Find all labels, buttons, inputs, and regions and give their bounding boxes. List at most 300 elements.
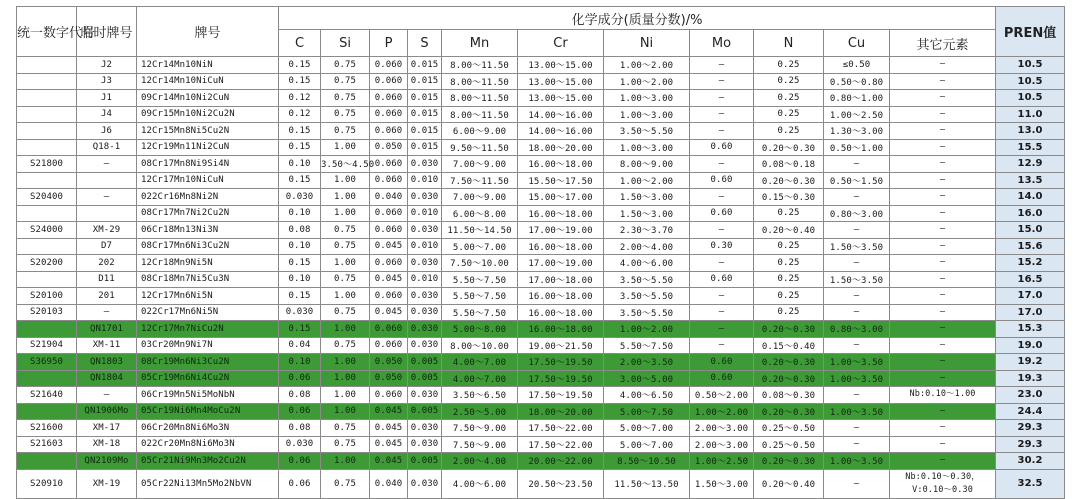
cell-cu: 1.50～3.50	[824, 271, 890, 288]
cell-cu: 1.30～3.00	[824, 123, 890, 140]
cell-pren: 10.5	[996, 90, 1065, 107]
cell-mo: —	[690, 255, 754, 272]
cell-mo: —	[690, 304, 754, 321]
cell-mn: 5.50～7.50	[442, 304, 518, 321]
cell-mo: 0.60	[690, 139, 754, 156]
cell-pren: 16.5	[996, 271, 1065, 288]
cell-mo: —	[690, 106, 754, 123]
cell-cr: 17.00～19.00	[518, 222, 604, 239]
cell-temp-code: J3	[77, 73, 137, 90]
cell-unified-code: S20910	[17, 469, 77, 498]
table-row	[17, 139, 1065, 156]
cell-c: 0.10	[279, 205, 321, 222]
cell-p: 0.050	[370, 370, 408, 387]
cell-mn: 4.00～6.00	[442, 469, 518, 498]
cell-temp-code: —	[77, 189, 137, 206]
cell-temp-code: XM-18	[77, 436, 137, 453]
cell-cu: 1.00～3.50	[824, 370, 890, 387]
cell-unified-code: S36950	[17, 354, 77, 371]
cell-cr: 17.50～19.50	[518, 370, 604, 387]
cell-other: —	[890, 205, 996, 222]
table-row	[17, 354, 1065, 371]
cell-grade: 08Cr17Mn7Ni2Cu2N	[137, 205, 279, 222]
cell-s: 0.015	[408, 123, 442, 140]
cell-n: 0.20～0.30	[754, 453, 824, 470]
cell-ni: 1.00～2.00	[604, 172, 690, 189]
cell-other: —	[890, 337, 996, 354]
cell-si: 0.75	[321, 222, 370, 239]
cell-grade: 08Cr18Mn7Ni5Cu3N	[137, 271, 279, 288]
cell-temp-code: QN1701	[77, 321, 137, 338]
cell-ni: 11.50～13.50	[604, 469, 690, 498]
cell-si: 0.75	[321, 304, 370, 321]
cell-p: 0.060	[370, 321, 408, 338]
cell-pren: 16.0	[996, 205, 1065, 222]
cell-s: 0.015	[408, 106, 442, 123]
cell-temp-code: 201	[77, 288, 137, 305]
cell-c: 0.08	[279, 222, 321, 239]
cell-mn: 5.50～7.50	[442, 288, 518, 305]
cell-c: 0.04	[279, 337, 321, 354]
cell-unified-code: S21600	[17, 420, 77, 437]
cell-c: 0.06	[279, 469, 321, 498]
cell-other: Nb:0.10～0.30，V:0.10～0.30	[890, 469, 996, 498]
cell-p: 0.045	[370, 453, 408, 470]
cell-pren: 13.0	[996, 123, 1065, 140]
cell-si: 0.75	[321, 271, 370, 288]
cell-c: 0.15	[279, 288, 321, 305]
cell-unified-code	[17, 57, 77, 74]
cell-c: 0.15	[279, 172, 321, 189]
cell-s: 0.010	[408, 271, 442, 288]
cell-p: 0.050	[370, 354, 408, 371]
cell-unified-code	[17, 453, 77, 470]
header-element-n: N	[754, 30, 824, 57]
cell-ni: 1.00～2.00	[604, 321, 690, 338]
cell-c: 0.15	[279, 123, 321, 140]
cell-cu: —	[824, 156, 890, 173]
cell-cr: 13.00～15.00	[518, 73, 604, 90]
cell-pren: 10.5	[996, 57, 1065, 74]
cell-unified-code	[17, 403, 77, 420]
cell-pren: 19.0	[996, 337, 1065, 354]
cell-si: 1.00	[321, 321, 370, 338]
cell-other: —	[890, 354, 996, 371]
cell-cu: 1.00～3.50	[824, 453, 890, 470]
cell-n: 0.25	[754, 106, 824, 123]
cell-si: 0.75	[321, 73, 370, 90]
cell-mn: 8.00～11.50	[442, 73, 518, 90]
cell-si: 0.75	[321, 57, 370, 74]
cell-c: 0.08	[279, 387, 321, 404]
cell-cr: 17.00～18.00	[518, 271, 604, 288]
cell-s: 0.030	[408, 288, 442, 305]
cell-n: 0.15～0.40	[754, 337, 824, 354]
cell-temp-code: XM-17	[77, 420, 137, 437]
cell-grade: 06Cr20Mn8Ni6Mo3N	[137, 420, 279, 437]
table-row	[17, 271, 1065, 288]
cell-s: 0.030	[408, 321, 442, 338]
cell-ni: 3.50～5.50	[604, 288, 690, 305]
cell-s: 0.030	[408, 304, 442, 321]
cell-mo: 1.00～2.00	[690, 403, 754, 420]
cell-p: 0.040	[370, 189, 408, 206]
cell-mn: 5.00～7.00	[442, 238, 518, 255]
cell-ni: 3.50～5.50	[604, 304, 690, 321]
cell-temp-code: QN1803	[77, 354, 137, 371]
cell-mn: 5.00～8.00	[442, 321, 518, 338]
cell-n: 0.25	[754, 271, 824, 288]
cell-s: 0.030	[408, 387, 442, 404]
cell-p: 0.060	[370, 73, 408, 90]
cell-other: —	[890, 73, 996, 90]
cell-mn: 5.50～7.50	[442, 271, 518, 288]
cell-s: 0.030	[408, 222, 442, 239]
cell-cr: 16.00～18.00	[518, 238, 604, 255]
cell-c: 0.10	[279, 238, 321, 255]
cell-temp-code: Q18-1	[77, 139, 137, 156]
cell-si: 0.75	[321, 420, 370, 437]
cell-cr: 14.00～16.00	[518, 123, 604, 140]
cell-other: —	[890, 403, 996, 420]
cell-p: 0.045	[370, 403, 408, 420]
cell-pren: 32.5	[996, 469, 1065, 498]
cell-c: 0.12	[279, 90, 321, 107]
cell-mo: 1.50～3.00	[690, 469, 754, 498]
cell-n: 0.20～0.30	[754, 321, 824, 338]
cell-pren: 19.3	[996, 370, 1065, 387]
header-element-cu: Cu	[824, 30, 890, 57]
cell-s: 0.005	[408, 354, 442, 371]
cell-n: 0.08～0.18	[754, 156, 824, 173]
cell-c: 0.15	[279, 321, 321, 338]
cell-unified-code: S20400	[17, 189, 77, 206]
cell-p: 0.045	[370, 238, 408, 255]
cell-temp-code: —	[77, 387, 137, 404]
cell-cu: 1.00～3.50	[824, 354, 890, 371]
cell-pren: 12.9	[996, 156, 1065, 173]
table-row	[17, 189, 1065, 206]
cell-cr: 16.00～18.00	[518, 156, 604, 173]
header-element-si: Si	[321, 30, 370, 57]
cell-other: —	[890, 156, 996, 173]
cell-mn: 6.00～8.00	[442, 205, 518, 222]
cell-si: 1.00	[321, 255, 370, 272]
cell-s: 0.015	[408, 73, 442, 90]
cell-unified-code: S21603	[17, 436, 77, 453]
header-composition: 化学成分(质量分数)/%	[279, 7, 996, 30]
cell-mn: 7.50～9.00	[442, 420, 518, 437]
cell-cu: —	[824, 189, 890, 206]
cell-cr: 17.50～22.00	[518, 436, 604, 453]
cell-temp-code: XM-11	[77, 337, 137, 354]
cell-ni: 1.00～3.00	[604, 106, 690, 123]
cell-p: 0.060	[370, 337, 408, 354]
cell-si: 0.75	[321, 436, 370, 453]
cell-cu: —	[824, 288, 890, 305]
cell-other: —	[890, 436, 996, 453]
cell-ni: 1.00～2.00	[604, 57, 690, 74]
cell-ni: 1.00～3.00	[604, 90, 690, 107]
cell-s: 0.010	[408, 172, 442, 189]
cell-si: 0.75	[321, 123, 370, 140]
cell-c: 0.030	[279, 189, 321, 206]
cell-s: 0.015	[408, 90, 442, 107]
cell-mn: 7.00～9.00	[442, 156, 518, 173]
cell-p: 0.045	[370, 304, 408, 321]
cell-other: —	[890, 139, 996, 156]
cell-n: 0.08～0.30	[754, 387, 824, 404]
cell-cr: 15.00～17.00	[518, 189, 604, 206]
cell-cr: 17.00～19.00	[518, 255, 604, 272]
cell-cu: —	[824, 337, 890, 354]
cell-n: 0.20～0.30	[754, 354, 824, 371]
table-row	[17, 123, 1065, 140]
cell-n: 0.20～0.30	[754, 172, 824, 189]
cell-s: 0.015	[408, 139, 442, 156]
cell-cr: 17.50～22.00	[518, 420, 604, 437]
cell-mo: 0.60	[690, 172, 754, 189]
cell-ni: 8.00～9.00	[604, 156, 690, 173]
cell-cr: 20.50～23.50	[518, 469, 604, 498]
cell-unified-code	[17, 205, 77, 222]
cell-n: 0.25～0.50	[754, 436, 824, 453]
cell-mn: 3.50～6.50	[442, 387, 518, 404]
cell-n: 0.20～0.40	[754, 469, 824, 498]
cell-si: 1.00	[321, 205, 370, 222]
cell-other: —	[890, 304, 996, 321]
table-row	[17, 420, 1065, 437]
cell-grade: 09Cr15Mn10Ni2Cu2N	[137, 106, 279, 123]
cell-cu: 0.50～1.50	[824, 172, 890, 189]
cell-cu: —	[824, 387, 890, 404]
table-row	[17, 403, 1065, 420]
cell-unified-code: S24000	[17, 222, 77, 239]
cell-cu: 0.80～3.00	[824, 205, 890, 222]
cell-p: 0.060	[370, 222, 408, 239]
cell-grade: 09Cr14Mn10Ni2CuN	[137, 90, 279, 107]
cell-other: —	[890, 271, 996, 288]
cell-n: 0.25	[754, 288, 824, 305]
cell-si: 0.75	[321, 469, 370, 498]
cell-cr: 18.00～20.00	[518, 139, 604, 156]
cell-temp-code: QN1804	[77, 370, 137, 387]
cell-unified-code: S21640	[17, 387, 77, 404]
cell-other: —	[890, 189, 996, 206]
cell-other: —	[890, 288, 996, 305]
cell-s: 0.030	[408, 420, 442, 437]
cell-si: 1.00	[321, 139, 370, 156]
table-row	[17, 387, 1065, 404]
cell-grade: 05Cr19Ni6Mn4MoCu2N	[137, 403, 279, 420]
cell-p: 0.045	[370, 271, 408, 288]
cell-c: 0.15	[279, 255, 321, 272]
cell-cr: 19.00～21.50	[518, 337, 604, 354]
cell-ni: 3.00～5.00	[604, 370, 690, 387]
cell-grade: 06Cr19Mn5Ni5MoNbN	[137, 387, 279, 404]
table-row	[17, 469, 1065, 498]
cell-other: —	[890, 172, 996, 189]
cell-si: 1.00	[321, 370, 370, 387]
table-row	[17, 205, 1065, 222]
cell-unified-code: S21800	[17, 156, 77, 173]
cell-cu: 0.50～0.80	[824, 73, 890, 90]
cell-mo: —	[690, 288, 754, 305]
cell-si: 0.75	[321, 90, 370, 107]
cell-temp-code	[77, 205, 137, 222]
cell-mo: —	[690, 123, 754, 140]
composition-table-container	[16, 6, 1064, 499]
cell-grade: 12Cr19Mn11Ni2CuN	[137, 139, 279, 156]
cell-pren: 30.2	[996, 453, 1065, 470]
cell-c: 0.10	[279, 354, 321, 371]
cell-mo: 0.50～2.00	[690, 387, 754, 404]
cell-ni: 1.50～3.00	[604, 189, 690, 206]
cell-n: 0.25	[754, 304, 824, 321]
cell-other: —	[890, 238, 996, 255]
table-row	[17, 73, 1065, 90]
cell-unified-code: S20103	[17, 304, 77, 321]
cell-s: 0.005	[408, 403, 442, 420]
cell-temp-code: D7	[77, 238, 137, 255]
cell-p: 0.060	[370, 288, 408, 305]
cell-p: 0.060	[370, 387, 408, 404]
cell-c: 0.15	[279, 73, 321, 90]
cell-s: 0.030	[408, 469, 442, 498]
cell-n: 0.25	[754, 90, 824, 107]
header-element-c: C	[279, 30, 321, 57]
cell-grade: 022Cr20Mn8Ni6Mo3N	[137, 436, 279, 453]
cell-mo: 0.60	[690, 205, 754, 222]
cell-grade: 12Cr18Mn9Ni5N	[137, 255, 279, 272]
cell-pren: 15.2	[996, 255, 1065, 272]
cell-other: —	[890, 57, 996, 74]
cell-mo: —	[690, 90, 754, 107]
cell-n: 0.20～0.30	[754, 139, 824, 156]
cell-unified-code	[17, 106, 77, 123]
cell-mn: 7.50～9.00	[442, 436, 518, 453]
table-body	[17, 57, 1065, 499]
cell-n: 0.25	[754, 255, 824, 272]
cell-c: 0.06	[279, 453, 321, 470]
cell-cu: 1.50～3.50	[824, 238, 890, 255]
cell-ni: 2.30～3.70	[604, 222, 690, 239]
table-row	[17, 337, 1065, 354]
cell-s: 0.010	[408, 205, 442, 222]
cell-cu: 0.50～1.00	[824, 139, 890, 156]
cell-other: Nb:0.10～1.00	[890, 387, 996, 404]
cell-cu: —	[824, 436, 890, 453]
cell-mn: 7.50～11.50	[442, 172, 518, 189]
table-row	[17, 222, 1065, 239]
table-row	[17, 57, 1065, 74]
cell-c: 0.12	[279, 106, 321, 123]
cell-unified-code: S20100	[17, 288, 77, 305]
cell-unified-code: S20200	[17, 255, 77, 272]
cell-n: 0.25	[754, 238, 824, 255]
cell-s: 0.015	[408, 57, 442, 74]
cell-grade: 12Cr14Mn10NiN	[137, 57, 279, 74]
cell-temp-code: J2	[77, 57, 137, 74]
cell-cr: 13.00～15.00	[518, 90, 604, 107]
cell-c: 0.10	[279, 156, 321, 173]
cell-pren: 17.0	[996, 288, 1065, 305]
cell-ni: 5.00～7.50	[604, 403, 690, 420]
cell-ni: 4.00～6.00	[604, 255, 690, 272]
cell-unified-code	[17, 73, 77, 90]
cell-cr: 14.00～16.00	[518, 106, 604, 123]
header-element-cr: Cr	[518, 30, 604, 57]
cell-si: 1.00	[321, 172, 370, 189]
cell-si: 0.75	[321, 337, 370, 354]
cell-n: 0.25	[754, 73, 824, 90]
cell-ni: 5.00～7.00	[604, 436, 690, 453]
cell-s: 0.005	[408, 453, 442, 470]
cell-s: 0.030	[408, 255, 442, 272]
cell-cr: 16.00～18.00	[518, 205, 604, 222]
cell-cr: 18.00～20.00	[518, 403, 604, 420]
table-row	[17, 304, 1065, 321]
cell-grade: 12Cr17Mn7NiCu2N	[137, 321, 279, 338]
cell-cr: 16.00～18.00	[518, 288, 604, 305]
cell-c: 0.06	[279, 403, 321, 420]
cell-c: 0.08	[279, 420, 321, 437]
cell-other: —	[890, 255, 996, 272]
cell-mo: —	[690, 337, 754, 354]
cell-n: 0.25	[754, 205, 824, 222]
cell-pren: 10.5	[996, 73, 1065, 90]
table-header	[17, 7, 1065, 57]
cell-grade: 05Cr22Ni13Mn5Mo2NbVN	[137, 469, 279, 498]
cell-grade: 12Cr17Mn10NiCuN	[137, 172, 279, 189]
cell-mn: 8.00～11.50	[442, 106, 518, 123]
cell-mn: 2.50～5.00	[442, 403, 518, 420]
cell-mo: —	[690, 73, 754, 90]
cell-pren: 15.0	[996, 222, 1065, 239]
cell-grade: 08Cr17Mn6Ni3Cu2N	[137, 238, 279, 255]
cell-mo: 0.60	[690, 271, 754, 288]
cell-mo: 2.00～3.00	[690, 436, 754, 453]
cell-other: —	[890, 123, 996, 140]
cell-other: —	[890, 453, 996, 470]
cell-cr: 16.00～18.00	[518, 321, 604, 338]
composition-table	[16, 6, 1065, 499]
cell-p: 0.045	[370, 420, 408, 437]
cell-mn: 7.00～9.00	[442, 189, 518, 206]
cell-cr: 20.00～22.00	[518, 453, 604, 470]
cell-cu: —	[824, 304, 890, 321]
header-element-s: S	[408, 30, 442, 57]
cell-cr: 15.50～17.50	[518, 172, 604, 189]
cell-grade: 022Cr16Mn8Ni2N	[137, 189, 279, 206]
cell-pren: 23.0	[996, 387, 1065, 404]
header-element-ni: Ni	[604, 30, 690, 57]
cell-cu: ≤0.50	[824, 57, 890, 74]
cell-grade: 05Cr21Ni9Mn3Mo2Cu2N	[137, 453, 279, 470]
table-row	[17, 238, 1065, 255]
cell-ni: 5.50～7.50	[604, 337, 690, 354]
cell-mn: 9.50～11.50	[442, 139, 518, 156]
cell-pren: 17.0	[996, 304, 1065, 321]
cell-p: 0.060	[370, 255, 408, 272]
cell-si: 0.75	[321, 106, 370, 123]
cell-cu: 0.80～3.00	[824, 321, 890, 338]
cell-unified-code	[17, 90, 77, 107]
cell-cu: 1.00～3.50	[824, 403, 890, 420]
cell-mn: 6.00～9.00	[442, 123, 518, 140]
cell-p: 0.060	[370, 172, 408, 189]
cell-n: 0.25	[754, 123, 824, 140]
